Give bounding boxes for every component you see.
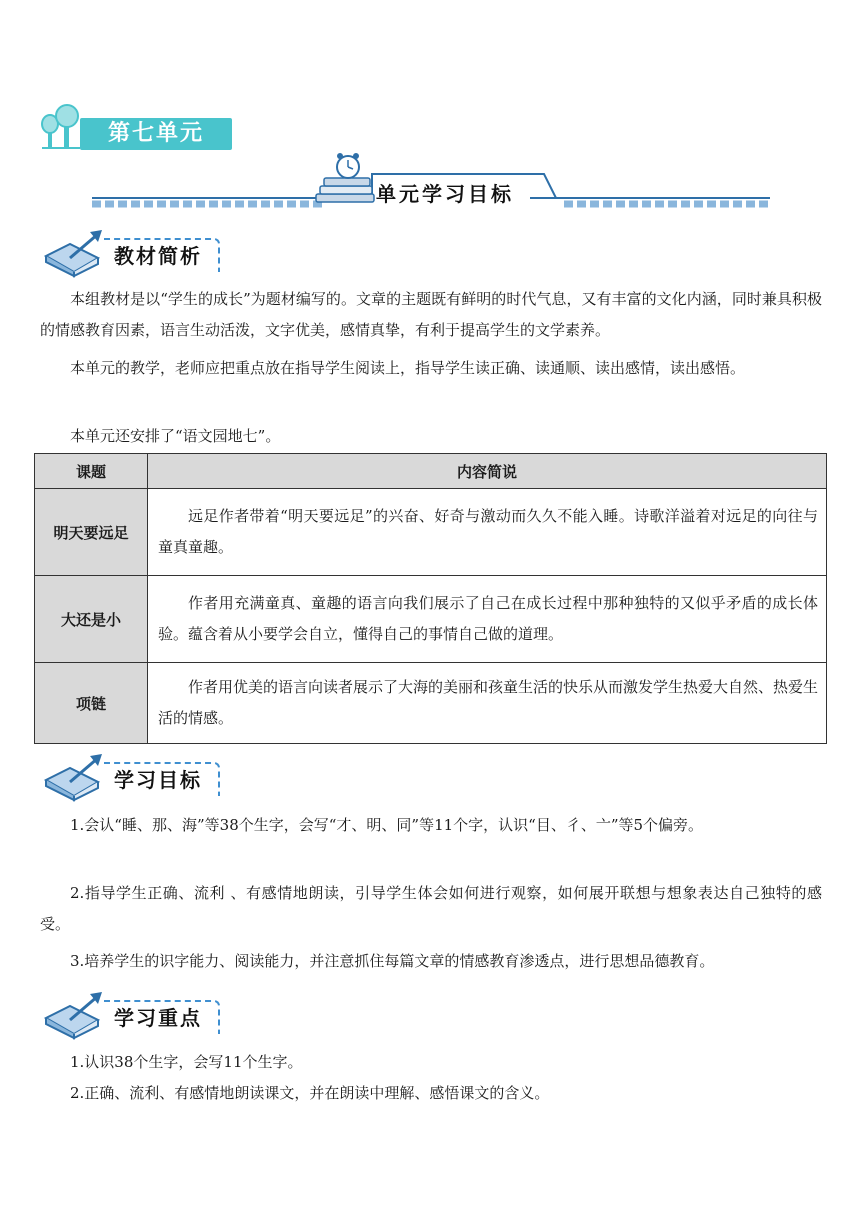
paragraph: 本组教材是以“学生的成长”为题材编写的。文章的主题既有鲜明的时代气息，又有丰富的文化内涵，同时兼具积极的情感教育因素，语言生动活泼，文字优美，感情真挚，有利于提高学生的文学素养。 (40, 290, 822, 339)
tree-icon (40, 104, 84, 150)
table-row (35, 489, 827, 576)
header-cell: 课题 (35, 454, 148, 489)
section-header-materials (40, 228, 250, 278)
key-point-item: 2.正确、流利、有感情地朗读课文，并在朗读中理解、感悟课文的含义。 (70, 1084, 550, 1102)
book-arrow-icon (40, 752, 110, 802)
lesson-title: 大还是小 (35, 576, 148, 663)
banner-title: 单元学习目标 (376, 182, 514, 206)
table-header-row (35, 454, 827, 489)
lesson-desc: 作者用优美的语言向读者展示了大海的美丽和孩童生活的快乐从而激发学生热爱大自然、热爱生活的情感。 (148, 663, 827, 744)
goal-item: 1.会认“睡、那、海”等38个生字，会写“才、明、同”等11个字，认识“目、彳、亠”等5个偏旁。 (70, 816, 704, 834)
unit-goals-banner (90, 150, 772, 214)
unit-label: 第七单元 (80, 118, 232, 150)
section-title: 教材简析 (104, 238, 220, 272)
section-header-key-points (40, 990, 250, 1040)
lesson-title: 项链 (35, 663, 148, 744)
book-arrow-icon (40, 228, 110, 278)
books-clock-icon (316, 153, 374, 202)
section-title: 学习重点 (104, 1000, 220, 1034)
paragraph: 本单元还安排了“语文园地七”。 (70, 427, 281, 445)
goal-item: 2.指导学生正确、流利 、有感情地朗读，引导学生体会如何进行观察，如何展开联想与想象表达自己独特的感受。 (40, 884, 822, 933)
goal-item: 3.培养学生的识字能力、阅读能力，并注意抓住每篇文章的情感教育渗透点，进行思想品德教育。 (70, 952, 715, 970)
paragraph: 本单元的教学，老师应把重点放在指导学生阅读上，指导学生读正确、读通顺、读出感情，读出感悟。 (70, 359, 746, 377)
table-row (35, 663, 827, 744)
book-arrow-icon (40, 990, 110, 1040)
unit-badge (40, 104, 204, 150)
key-point-item: 1.认识38个生字，会写11个生字。 (70, 1053, 303, 1071)
lesson-desc: 作者用充满童真、童趣的语言向我们展示了自己在成长过程中那种独特的又似乎矛盾的成长体验。蕴含着从小要学会自立，懂得自己的事情自己做的道理。 (148, 576, 827, 663)
table-row (35, 576, 827, 663)
lesson-desc: 远足作者带着“明天要远足”的兴奋、好奇与激动而久久不能入睡。诗歌洋溢着对远足的向往与童真童趣。 (148, 489, 827, 576)
header-cell: 内容简说 (148, 454, 827, 489)
section-header-goals (40, 752, 250, 802)
section-title: 学习目标 (104, 762, 220, 796)
lesson-title: 明天要远足 (35, 489, 148, 576)
lesson-summary-table (34, 453, 827, 744)
